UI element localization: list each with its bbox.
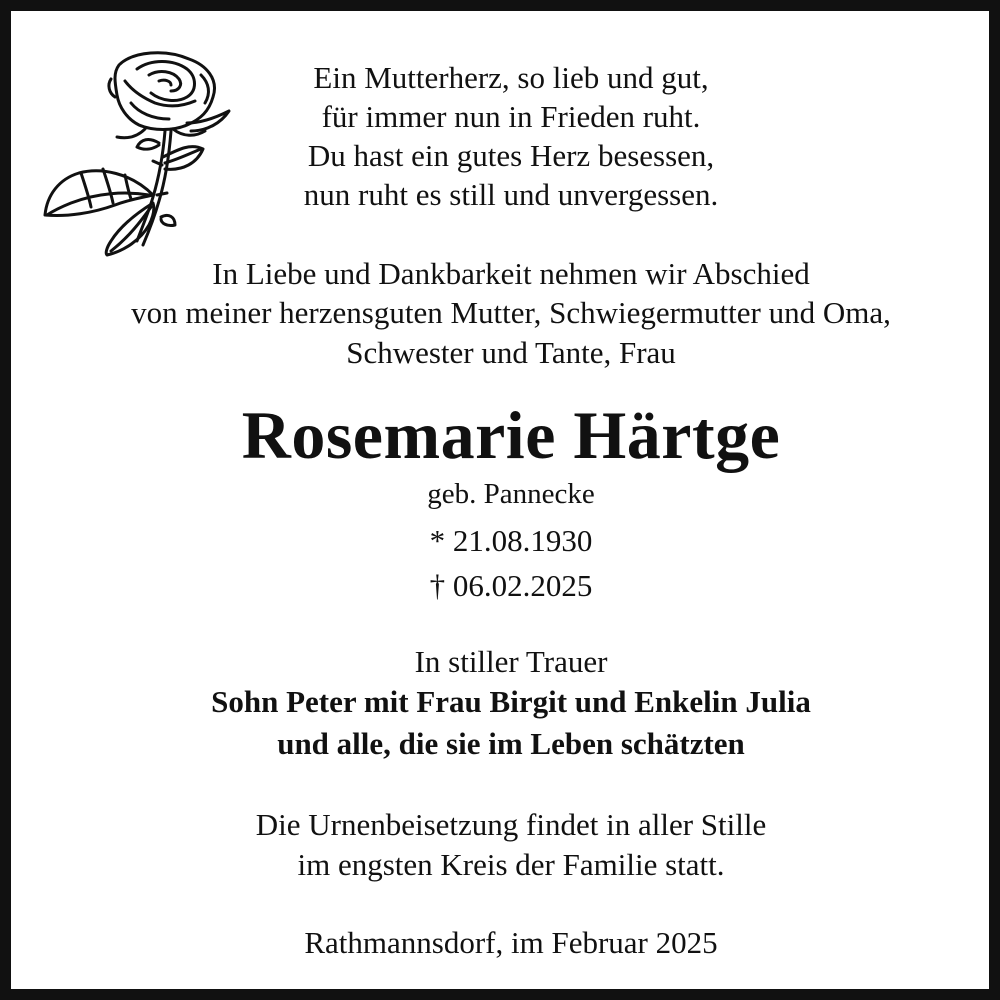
poem-line: nun ruht es still und unvergessen. [303,177,719,212]
intro-line: von meiner herzensguten Mutter, Schwiegermutter und Oma, [131,295,891,330]
deceased-name: Rosemarie Härtge [241,397,781,473]
rose-icon [41,45,241,257]
intro-line: Schwester und Tante, Frau [346,335,676,370]
poem-line: Du hast ein gutes Herz besessen, [307,138,715,173]
birth-date: * 21.08.1930 [429,523,593,558]
mourners-line: Sohn Peter mit Frau Birgit und Enkelin Julia [211,684,811,719]
poem-line: Ein Mutterherz, so lieb und gut, [313,60,709,95]
death-date: † 06.02.2025 [429,568,593,603]
poem-line: für immer nun in Frieden ruht. [321,99,701,134]
birth-name: geb. Pannecke [427,478,595,510]
notice-line: Die Urnenbeisetzung findet in aller Stille [255,807,767,842]
intro-line: In Liebe und Dankbarkeit nehmen wir Abschied [212,256,810,291]
mourners-line: und alle, die sie im Leben schätzten [277,726,745,761]
closing-line: Rathmannsdorf, im Februar 2025 [304,925,718,960]
notice-line: im engsten Kreis der Familie statt. [297,847,725,882]
mourners-heading: In stiller Trauer [414,644,608,679]
